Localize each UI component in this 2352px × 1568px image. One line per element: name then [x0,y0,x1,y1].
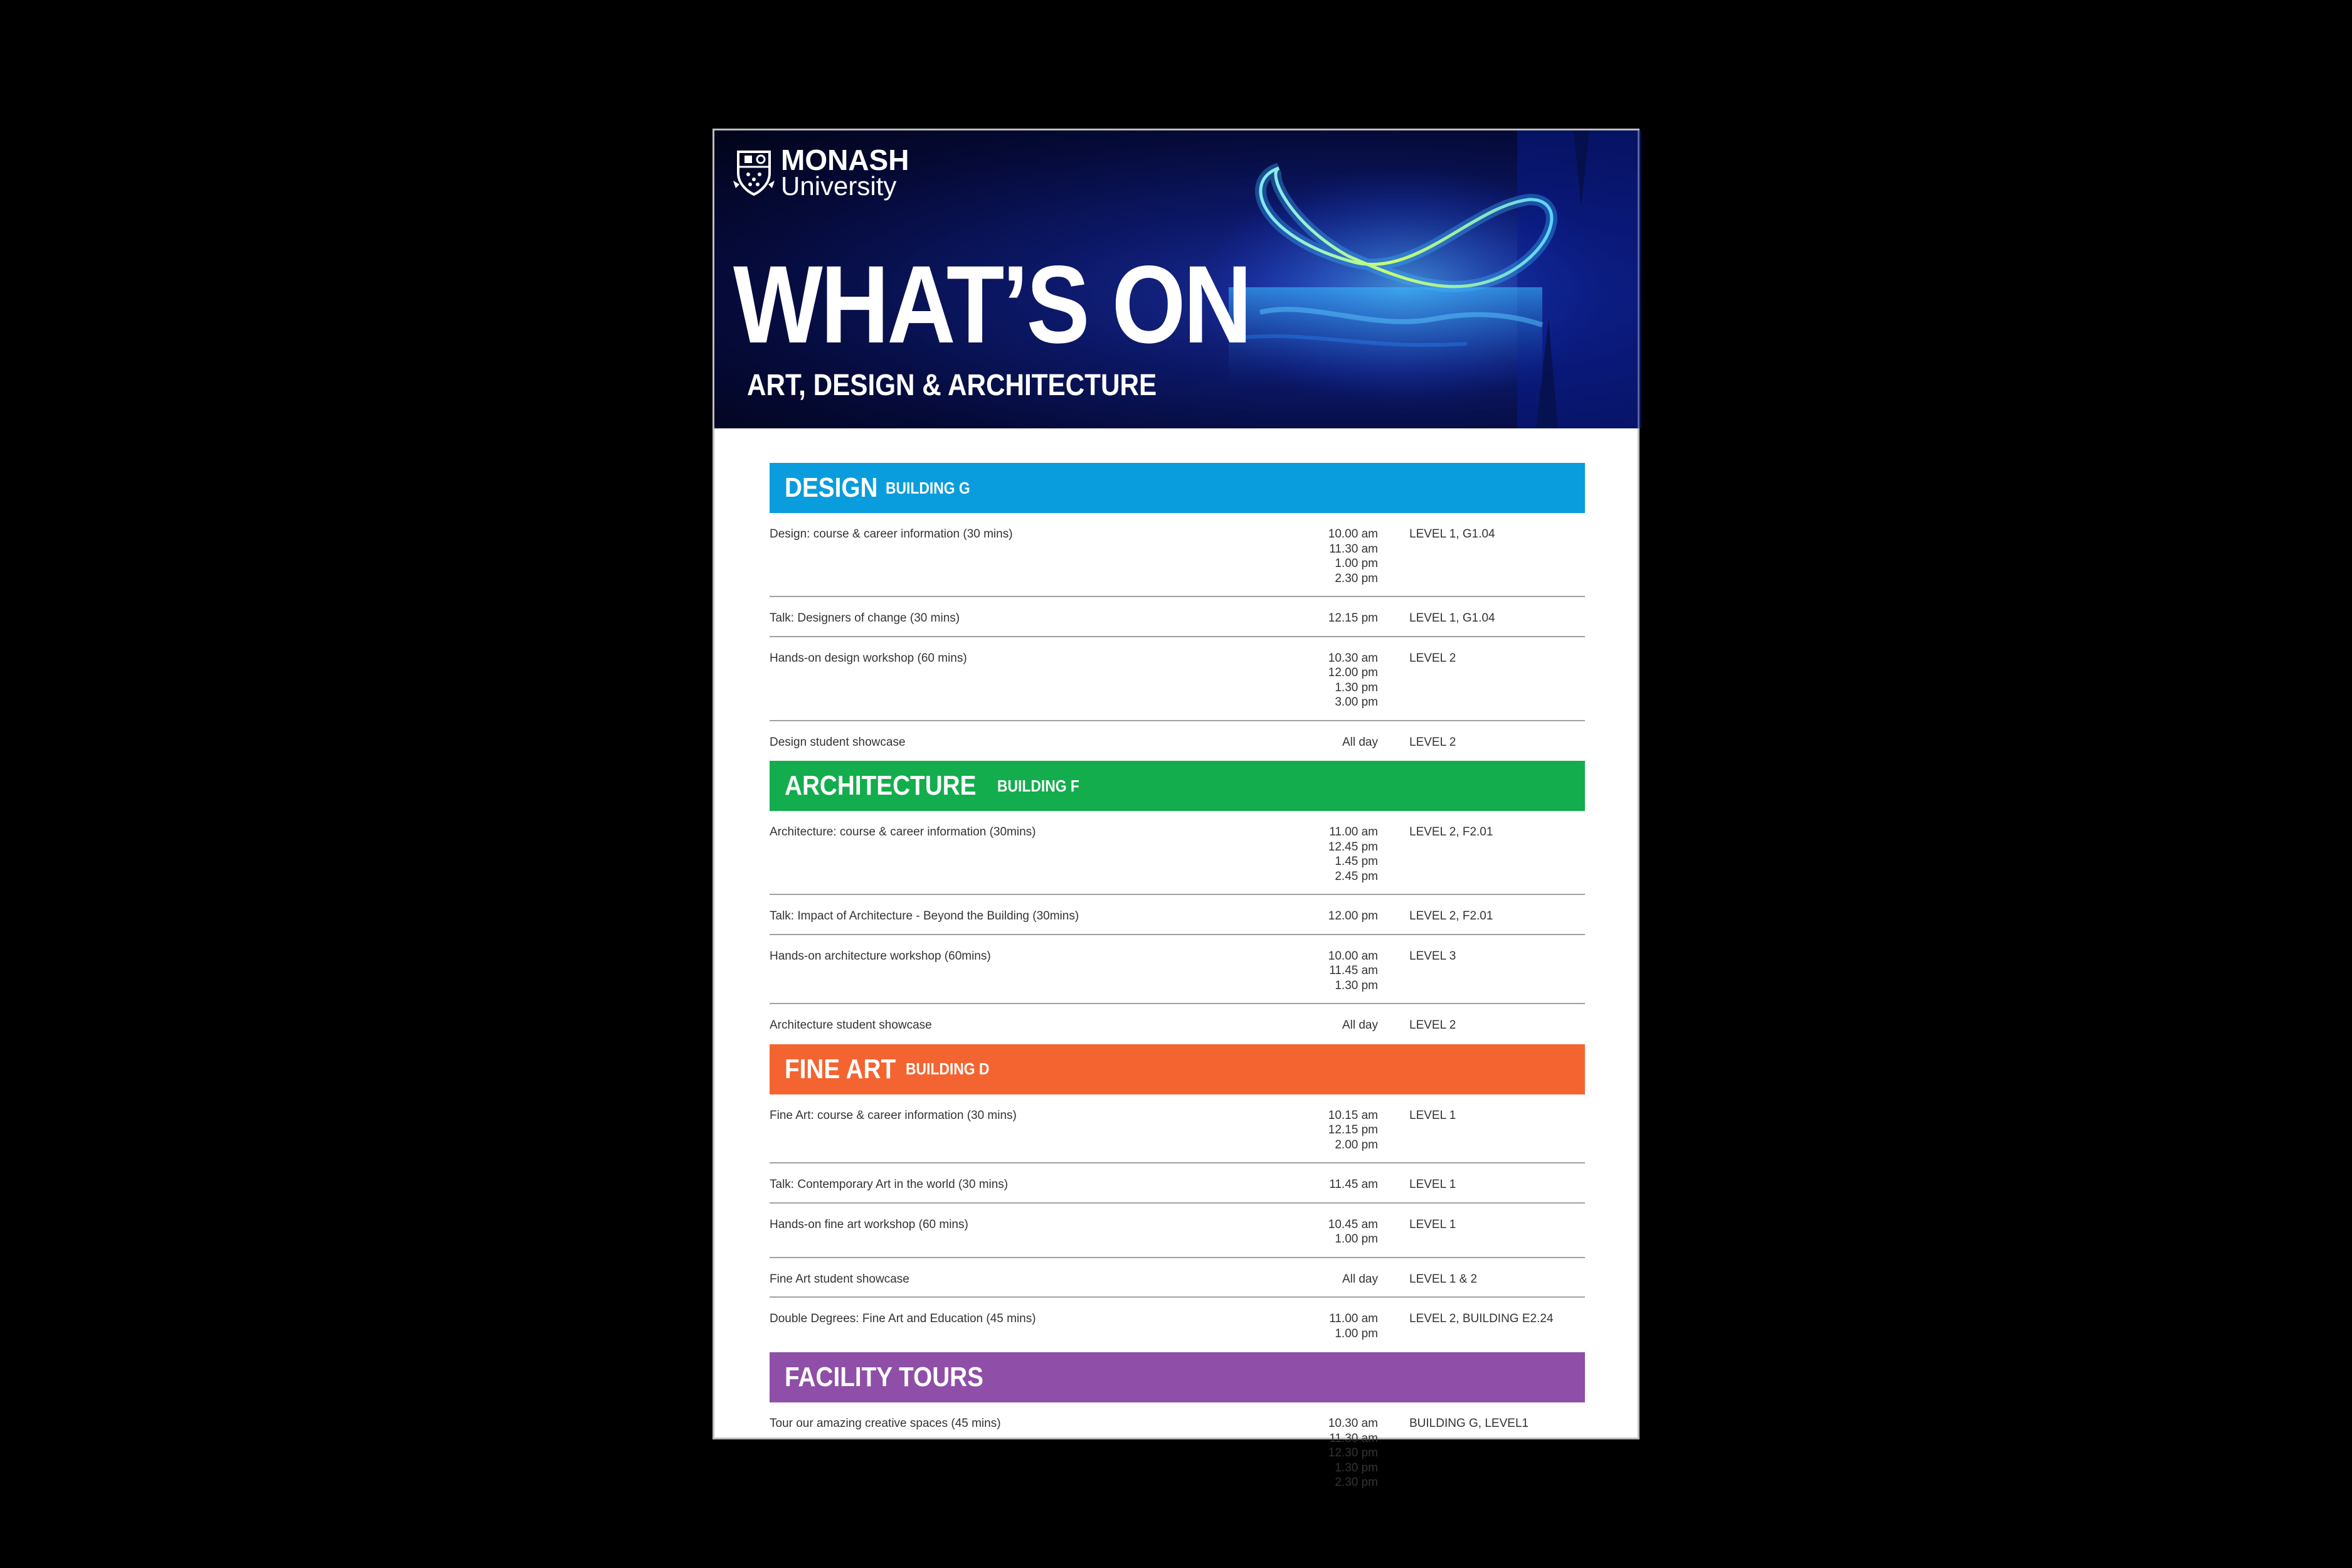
event-description: Architecture: course & career information (30mins) [770,825,1036,839]
event-location: LEVEL 1, G1.04 [1409,527,1495,541]
section-building: BUILDING G [885,478,970,497]
schedule-row [770,597,1585,637]
section-title: FACILITY TOURS [785,1362,983,1392]
event-time: 1.00 pm [1335,1327,1378,1340]
event-time: All day [1342,1272,1378,1286]
event-time: 10.30 am [1328,1417,1378,1430]
event-location: LEVEL 1, G1.04 [1409,612,1495,625]
event-time: 12.00 pm [1328,666,1378,679]
section-header-fine-art [770,1044,1585,1094]
event-time: 10.00 am [1328,949,1378,963]
schedule-row [770,935,1585,1005]
event-location: LEVEL 2 [1409,1019,1456,1032]
event-location: LEVEL 2, BUILDING E2.24 [1409,1312,1554,1325]
schedule-row [770,1402,1585,1502]
event-times [1259,1018,1378,1033]
event-description: Talk: Designers of change (30 mins) [770,612,960,625]
schedule-row [770,637,1585,721]
section-header-facility-tours [770,1352,1585,1402]
event-description: Fine Art student showcase [770,1272,909,1286]
event-description: Fine Art: course & career information (30 mins) [770,1108,1017,1122]
event-time: 1.30 pm [1335,1461,1378,1475]
event-times [1259,1177,1378,1192]
event-time: 12.45 pm [1328,840,1378,854]
event-time: 12.00 pm [1328,909,1378,923]
event-times [1259,949,1378,993]
poster-subtitle: ART, DESIGN & ARCHITECTURE [747,369,1157,402]
event-location: LEVEL 1 [1409,1108,1456,1122]
event-times [1259,651,1378,710]
schedule-row [770,1258,1585,1298]
event-location: LEVEL 2 [1409,735,1456,749]
schedule-row [770,513,1585,597]
event-description: Tour our amazing creative spaces (45 mins) [770,1417,1001,1430]
schedule-row [770,1004,1585,1044]
schedule-row [770,1298,1585,1352]
event-time: 2.45 pm [1335,869,1378,883]
schedule-row [770,1094,1585,1164]
section-title: ARCHITECTURE [785,770,977,801]
event-times [1259,1272,1378,1287]
event-time: 1.30 pm [1335,681,1378,694]
event-location: LEVEL 1 & 2 [1409,1272,1478,1286]
event-times [1259,1108,1378,1153]
section-header-architecture [770,761,1585,811]
schedule-row [770,1204,1585,1258]
event-time: 2.30 pm [1335,1476,1378,1489]
event-description: Design: course & career information (30 mins) [770,527,1013,541]
logo-wordmark-line1: MONASH [781,144,909,176]
event-description: Hands-on fine art workshop (60 mins) [770,1217,968,1231]
event-time: 12.15 pm [1328,1123,1378,1136]
section-header-design [770,463,1585,513]
event-time: 12.15 pm [1328,612,1378,625]
section-building: BUILDING F [997,776,1080,795]
event-location: LEVEL 2, F2.01 [1409,909,1493,923]
event-times [1259,825,1378,884]
event-poster [712,129,1640,1489]
event-description: Design student showcase [770,735,906,749]
event-description: Talk: Impact of Architecture - Beyond the Building (30mins) [770,909,1079,923]
event-times [1259,527,1378,586]
event-time: 11.00 am [1329,825,1378,839]
schedule-row [770,1163,1585,1204]
event-location: BUILDING G, LEVEL1 [1409,1417,1529,1430]
event-time: 10.45 am [1328,1217,1378,1231]
event-times [1259,909,1378,924]
event-times [1259,1311,1378,1341]
schedule-row [770,895,1585,935]
event-description: Hands-on architecture workshop (60mins) [770,949,991,963]
event-time: 1.45 pm [1335,855,1378,868]
event-time: All day [1342,735,1378,749]
event-times [1259,735,1378,750]
event-times [1259,1217,1378,1247]
event-time: 10.30 am [1328,651,1378,665]
event-time: 2.00 pm [1335,1138,1378,1152]
event-time: 1.00 pm [1335,1232,1378,1246]
event-time: 11.30 am [1329,1431,1378,1445]
header-banner [714,130,1638,428]
event-description: Architecture student showcase [770,1019,932,1032]
event-location: LEVEL 3 [1409,949,1456,963]
section-title: FINE ART [785,1053,896,1084]
schedule [770,463,1585,1502]
event-time: 3.00 pm [1335,696,1378,709]
schedule-row [770,721,1585,761]
event-location: LEVEL 2 [1409,651,1456,665]
event-description: Hands-on design workshop (60 mins) [770,651,967,665]
event-time: 2.30 pm [1335,571,1378,585]
event-description: Talk: Contemporary Art in the world (30 mins) [770,1178,1009,1191]
logo-wordmark-line2: University [781,171,897,201]
university-crest-icon [733,148,775,197]
event-time: 1.00 pm [1335,557,1378,570]
event-time: 1.30 pm [1335,978,1378,992]
event-time: 10.15 am [1328,1108,1378,1122]
event-time: 10.00 am [1328,527,1378,541]
event-time: 12.30 pm [1328,1446,1378,1459]
event-location: LEVEL 1 [1409,1178,1456,1191]
event-time: All day [1342,1019,1378,1032]
event-time: 11.00 am [1329,1312,1378,1325]
event-description: Double Degrees: Fine Art and Education (45 mins) [770,1312,1036,1325]
monash-logo [733,146,909,199]
event-time: 11.30 am [1329,542,1378,556]
section-building: BUILDING D [906,1059,990,1078]
event-times [1259,611,1378,626]
schedule-row [770,811,1585,895]
event-location: LEVEL 1 [1409,1217,1456,1231]
event-time: 11.45 am [1329,1178,1378,1191]
event-times [1259,1416,1378,1490]
event-location: LEVEL 2, F2.01 [1409,825,1493,839]
event-time: 11.45 am [1329,964,1378,977]
section-title: DESIGN [785,472,878,503]
poster-title: WHAT’S ON [733,243,1250,366]
